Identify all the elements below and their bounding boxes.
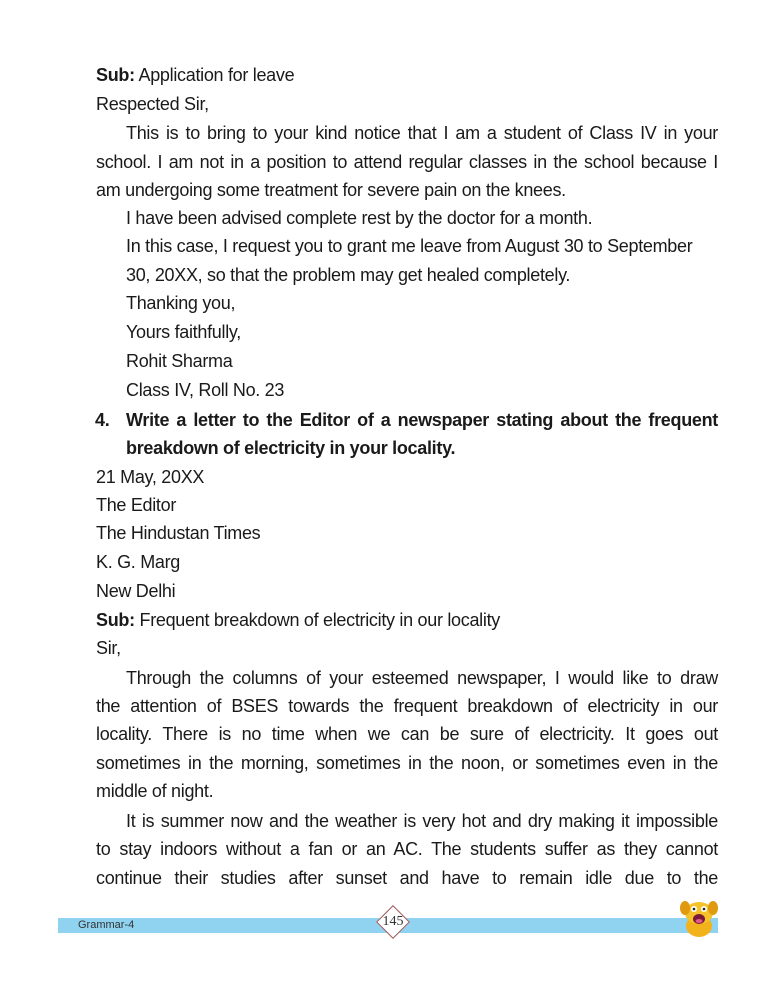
address-line: The Editor: [96, 495, 177, 515]
address-line: The Hindustan Times: [96, 523, 261, 543]
paragraph-line: I have been advised complete rest by the doctor for a month.: [126, 208, 593, 228]
subject-label: Sub:: [96, 610, 135, 630]
closing-line: Yours faithfully,: [126, 322, 241, 342]
paragraph-line: middle of night.: [96, 781, 214, 801]
salutation: Sir,: [96, 638, 121, 658]
paragraph-line: It is summer now and the weather is very hot and dry making it impossible: [126, 811, 718, 831]
paragraph-line: This is to bring to your kind notice that I am a student of Class IV in your: [126, 123, 718, 143]
address-line: 21 May, 20XX: [96, 467, 205, 487]
signature-name: Rohit Sharma: [126, 351, 233, 371]
subject-text: Application for leave: [134, 65, 295, 85]
paragraph-line: the attention of BSES towards the frequent breakdown of electricity in our: [96, 696, 718, 716]
paragraph-line: In this case, I request you to grant me leave from August 30 to September: [126, 236, 693, 256]
paragraph-line: locality. There is no time when we can be sure of electricity. It goes out: [96, 724, 718, 744]
page-number: 145: [382, 914, 404, 929]
address-line: New Delhi: [96, 581, 176, 601]
question-text: breakdown of electricity in your locality.: [126, 438, 456, 458]
paragraph-line: am undergoing some treatment for severe pain on the knees.: [96, 180, 566, 200]
subject-line: [96, 609, 500, 631]
paragraph-line: sometimes in the morning, sometimes in the noon, or sometimes even in the: [96, 753, 718, 773]
book-title: Grammar-4: [78, 919, 135, 931]
subject-line: [96, 64, 294, 86]
question-number: 4.: [95, 410, 110, 430]
paragraph-line: Through the columns of your esteemed newspaper, I would like to draw: [126, 668, 718, 688]
paragraph-line: school. I am not in a position to attend regular classes in the school because I: [96, 152, 718, 172]
subject-label: Sub:: [96, 65, 135, 85]
paragraph-line: continue their studies after sunset and have to remain idle due to the: [96, 868, 718, 888]
salutation: Respected Sir,: [96, 94, 209, 114]
closing-line: Thanking you,: [126, 293, 236, 313]
mascot-icon: [676, 898, 722, 938]
signature-class: Class IV, Roll No. 23: [126, 380, 285, 400]
paragraph-line: 30, 20XX, so that the problem may get healed completely.: [126, 265, 571, 285]
address-line: K. G. Marg: [96, 552, 181, 572]
subject-text: Frequent breakdown of electricity in our locality: [134, 610, 500, 630]
paragraph-line: to stay indoors without a fan or an AC. The students suffer as they cannot: [96, 839, 718, 859]
question-text: Write a letter to the Editor of a newspaper stating about the frequent: [126, 410, 718, 430]
